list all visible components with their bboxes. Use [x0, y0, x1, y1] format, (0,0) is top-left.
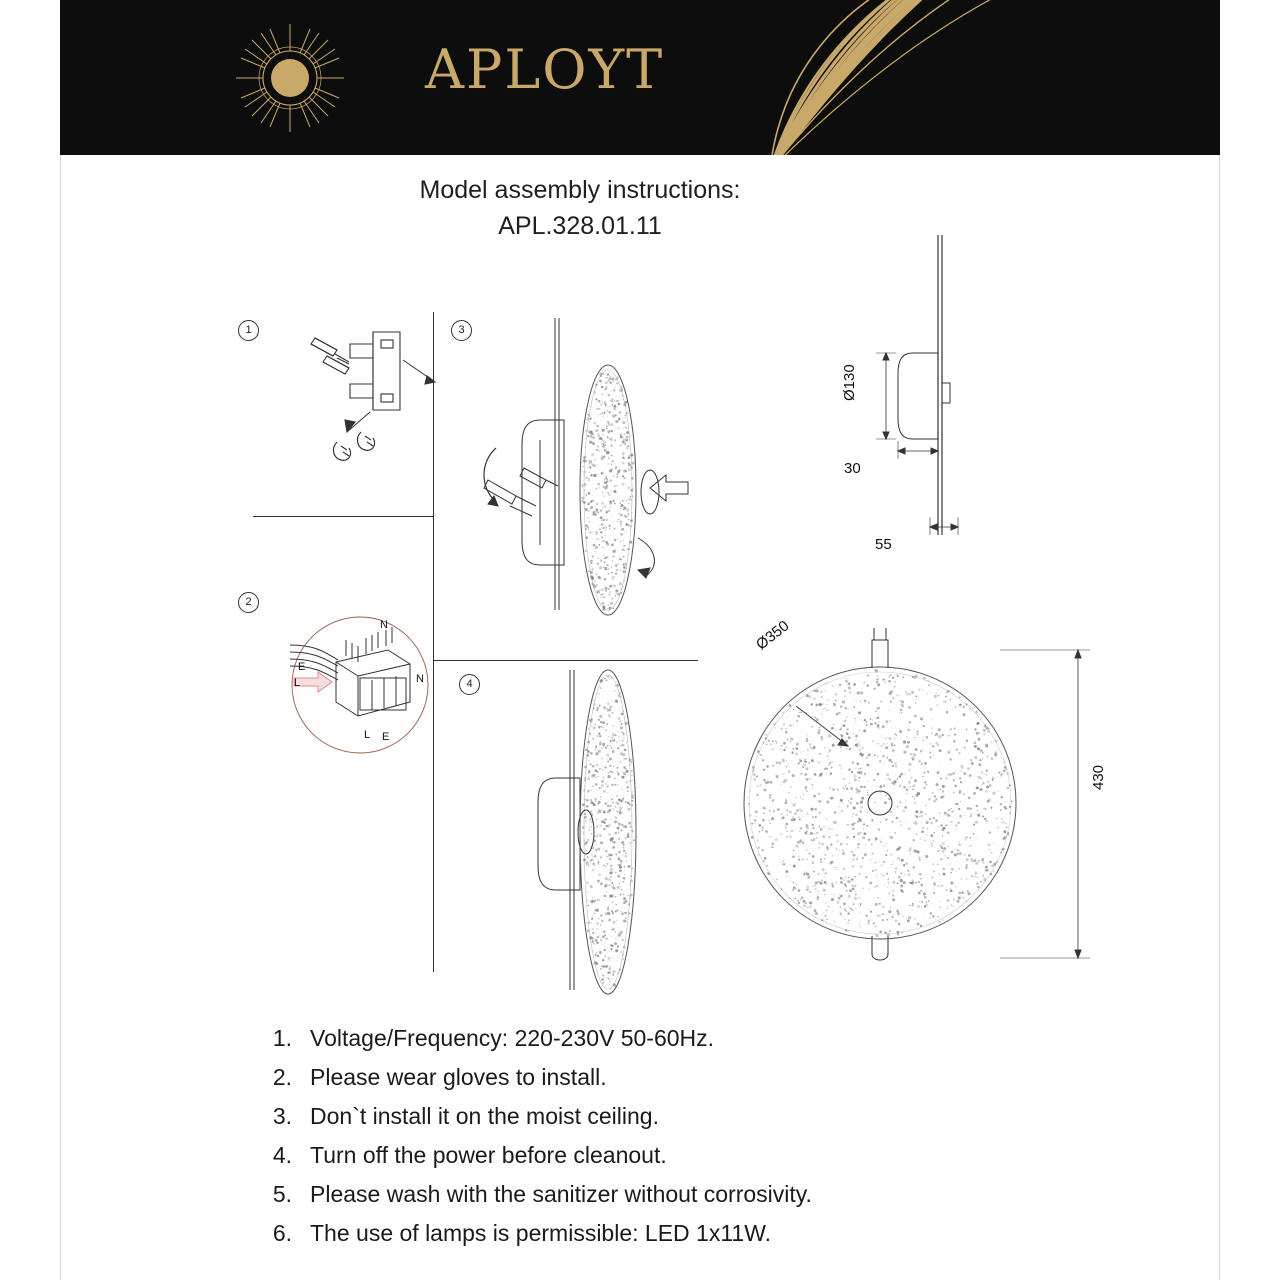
step-number-1: 1	[238, 320, 259, 341]
note-index: 3.	[272, 1103, 292, 1129]
technical-front-view	[700, 628, 1130, 978]
list-item	[250, 1137, 1150, 1173]
step-1-illustration	[275, 310, 465, 500]
note-index: 5.	[272, 1181, 292, 1207]
safety-notes-list	[250, 1020, 1150, 1254]
dim-label-diameter-large: Ø350	[753, 617, 793, 654]
note-index: 6.	[272, 1220, 292, 1246]
step-3-illustration	[460, 310, 700, 660]
step-number-2: 2	[238, 592, 259, 613]
brand-header	[60, 0, 1220, 155]
dim-label-height: 430	[1090, 764, 1107, 790]
wire-label-L-left: L	[294, 677, 301, 689]
note-text: Voltage/Frequency: 220-230V 50-60Hz.	[310, 1025, 715, 1051]
wire-label-E-left: E	[298, 661, 306, 673]
model-code: APL.328.01.11	[498, 212, 662, 240]
list-item	[250, 1098, 1150, 1134]
page-title: Model assembly instructions:	[419, 176, 741, 204]
step-number-3: 3	[451, 320, 472, 341]
note-text: Please wear gloves to install.	[310, 1064, 607, 1090]
note-text: Please wash with the sanitizer without corrosivity.	[310, 1181, 812, 1207]
technical-side-view	[790, 235, 1050, 555]
assembly-diagram	[60, 250, 1220, 1010]
brand-name: APLOYT	[425, 38, 665, 101]
list-item	[250, 1059, 1150, 1095]
note-index: 4.	[272, 1142, 292, 1168]
note-index: 1.	[272, 1025, 292, 1051]
wire-label-N-top: N	[380, 619, 388, 631]
divider-horizontal-left	[253, 516, 433, 517]
dim-label-diameter-small: Ø130	[841, 364, 858, 401]
dim-label-depth: 30	[844, 460, 861, 477]
fan-rays-decoration-icon	[740, 0, 1220, 155]
step-number-4: 4	[459, 674, 480, 695]
list-item	[250, 1176, 1150, 1212]
sunburst-logo-icon	[230, 18, 350, 138]
list-item	[250, 1020, 1150, 1056]
note-text: The use of lamps is permissible: LED 1x11W.	[310, 1220, 772, 1246]
dim-label-thickness: 55	[875, 536, 892, 553]
wire-label-E-bottom: E	[382, 731, 390, 743]
wire-label-L-bottom: L	[364, 729, 371, 741]
step-4-illustration	[490, 660, 690, 1000]
note-text: Turn off the power before cleanout.	[310, 1142, 667, 1168]
wire-label-N-right: N	[416, 673, 424, 685]
note-text: Don`t install it on the moist ceiling.	[310, 1103, 659, 1129]
step-2-illustration	[260, 590, 460, 780]
list-item	[250, 1215, 1150, 1251]
note-index: 2.	[272, 1064, 292, 1090]
